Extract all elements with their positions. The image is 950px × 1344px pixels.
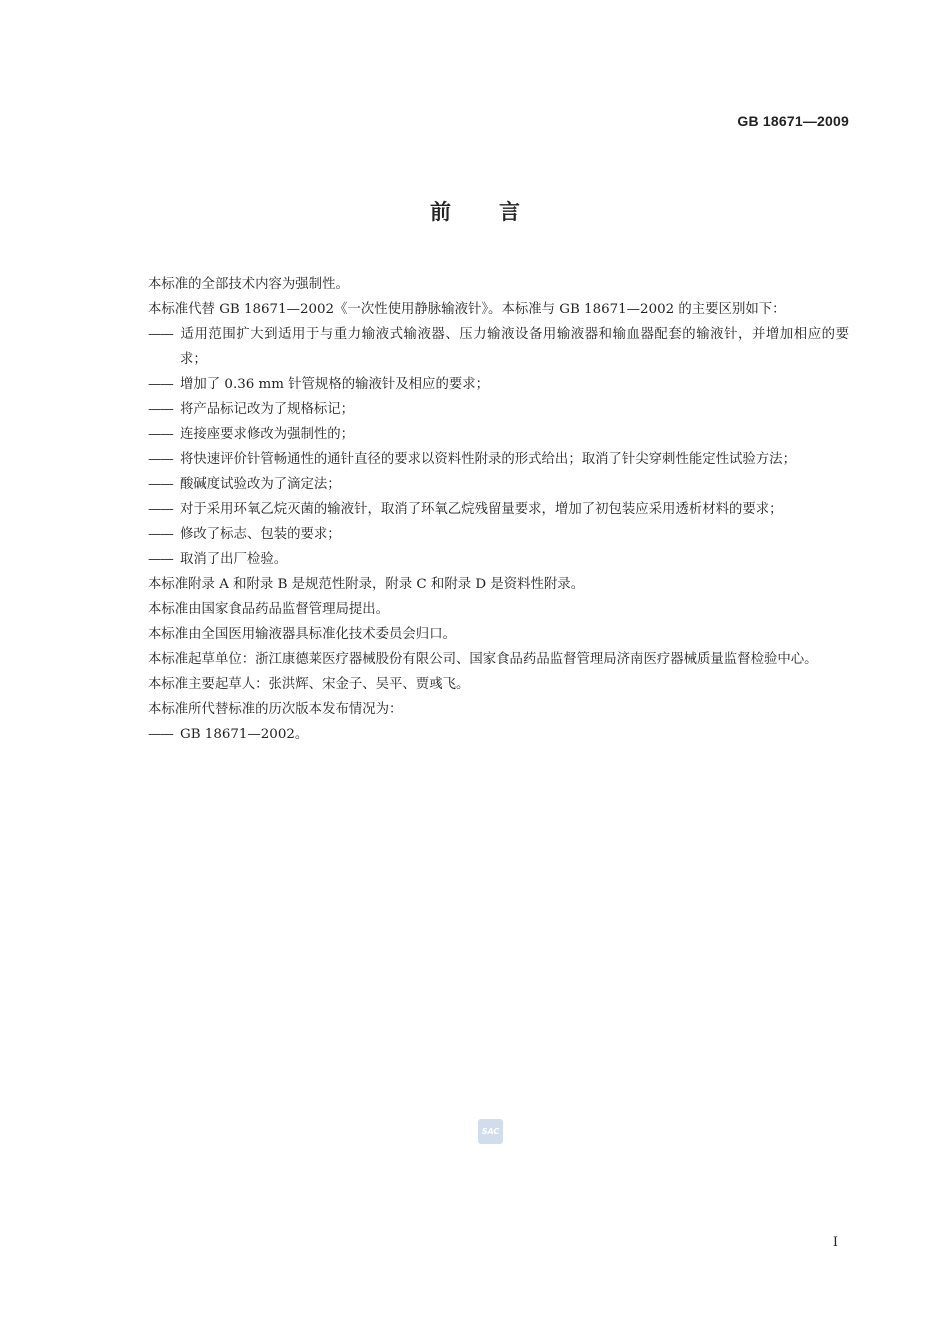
list-item-text: 取消了出厂检验。 — [180, 552, 288, 567]
paragraph: 本标准由全国医用输液器具标准化技术委员会归口。 — [148, 627, 456, 642]
dash-marker: —— — [148, 427, 173, 442]
page-title — [0, 196, 950, 226]
list-item-text: 适用范围扩大到适用于与重力输液式输液器、压力输液设备用输液器和输血器配套的输液针，并增加相应的要求； — [180, 327, 849, 367]
dash-marker: —— — [148, 377, 173, 392]
dash-marker: —— — [148, 727, 173, 742]
dash-marker: —— — [148, 552, 173, 567]
dash-marker: —— — [148, 402, 173, 417]
list-item-text: 将快速评价针管畅通性的通针直径的要求以资料性附录的形式给出；取消了针尖穿刺性能定性试验方法； — [180, 452, 796, 467]
paragraph: 本标准主要起草人：张洪辉、宋金子、吴平、贾彧飞。 — [148, 677, 470, 692]
page-title-char: 言 — [499, 200, 520, 224]
foreword-body — [116, 272, 849, 747]
list-item-text: 修改了标志、包装的要求； — [180, 527, 341, 542]
list-item-text: 将产品标记改为了规格标记； — [180, 402, 355, 417]
dash-marker: —— — [148, 477, 173, 492]
list-item-text: 酸碱度试验改为了滴定法； — [180, 477, 341, 492]
paragraph: 本标准的全部技术内容为强制性。 — [148, 277, 349, 292]
list-item — [116, 522, 849, 547]
list-item — [116, 447, 849, 472]
list-item — [116, 372, 849, 397]
page-title-char: 前 — [430, 200, 451, 224]
list-item — [116, 472, 849, 497]
paragraph: 本标准由国家食品药品监督管理局提出。 — [148, 602, 390, 617]
paragraph: 本标准代替 GB 18671—2002《一次性使用静脉输液针》。本标准与 GB 18671—2002 的主要区别如下： — [148, 302, 786, 317]
dash-marker: —— — [148, 452, 173, 467]
sac-watermark-logo: SAC — [478, 1119, 503, 1144]
dash-marker: —— — [148, 502, 173, 517]
standard-number: GB 18671—2009 — [737, 113, 849, 129]
page-number: I — [832, 1235, 838, 1250]
list-item — [116, 422, 849, 447]
list-item — [116, 722, 849, 747]
dash-marker: —— — [148, 527, 173, 542]
list-item — [116, 322, 849, 372]
list-item-text: 增加了 0.36 mm 针管规格的输液针及相应的要求； — [180, 377, 490, 392]
list-item — [116, 397, 849, 422]
list-item — [116, 547, 849, 572]
paragraph: 本标准附录 A 和附录 B 是规范性附录，附录 C 和附录 D 是资料性附录。 — [148, 577, 585, 592]
dash-marker: —— — [148, 327, 173, 342]
list-item — [116, 497, 849, 522]
paragraph: 本标准所代替标准的历次版本发布情况为： — [148, 702, 403, 717]
paragraph: 本标准起草单位：浙江康德莱医疗器械股份有限公司、国家食品药品监督管理局济南医疗器械质量监督检验中心。 — [148, 652, 818, 667]
list-item-text: 对于采用环氧乙烷灭菌的输液针，取消了环氧乙烷残留量要求，增加了初包装应采用透析材料的要求； — [180, 502, 783, 517]
list-item-text: 连接座要求修改为强制性的； — [180, 427, 355, 442]
list-item-text: GB 18671—2002。 — [180, 727, 309, 742]
